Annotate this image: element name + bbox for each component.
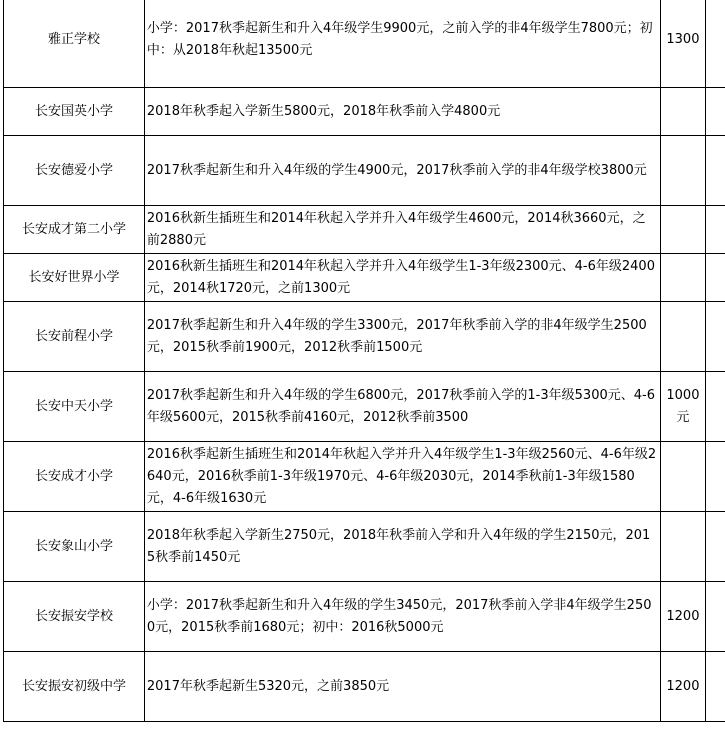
cut-off-cell [705, 512, 725, 582]
school-fee-table [3, 0, 725, 722]
extra-fee-cell [660, 88, 705, 136]
school-name-cell: 长安成才第二小学 [4, 206, 145, 254]
fee-description-cell: 2017秋季起新生和升入4年级的学生4900元，2017秋季前入学的非4年级学校3800元 [144, 136, 660, 206]
school-name-cell: 长安成才小学 [4, 442, 145, 512]
extra-fee-cell [660, 136, 705, 206]
fee-description-cell: 2017年秋季起新生5320元，之前3850元 [144, 652, 660, 722]
table-row [4, 372, 725, 442]
table-row [4, 0, 725, 88]
cut-off-cell [705, 652, 725, 722]
table-row [4, 302, 725, 372]
fee-description-cell: 2017秋季起新生和升入4年级的学生3300元，2017年秋季前入学的非4年级学生2500元，2015秋季前1900元，2012秋季前1500元 [144, 302, 660, 372]
fee-description-cell: 2018年秋季起入学新生2750元，2018年秋季前入学和升入4年级的学生2150元，2015秋季前1450元 [144, 512, 660, 582]
school-name-cell: 雅正学校 [4, 0, 145, 88]
fee-description-cell: 2017秋季起新生和升入4年级的学生6800元，2017秋季前入学的1-3年级5300元、4-6年级5600元，2015秋季前4160元，2012秋季前3500 [144, 372, 660, 442]
cut-off-cell [705, 442, 725, 512]
fee-description-cell: 2016秋季起新生插班生和2014年秋起入学并升入4年级学生1-3年级2560元、4-6年级2640元，2016秋季前1-3年级1970元、4-6年级2030元，2014季秋前1-3年级1580元，4-6年级1630元 [144, 442, 660, 512]
fee-description-cell: 小学：2017秋季起新生和升入4年级的学生3450元，2017秋季前入学非4年级学生2500元，2015秋季前1680元；初中：2016秋5000元 [144, 582, 660, 652]
cut-off-cell [705, 136, 725, 206]
extra-fee-cell [660, 512, 705, 582]
school-name-cell: 长安振安初级中学 [4, 652, 145, 722]
extra-fee-cell [660, 442, 705, 512]
school-name-cell: 长安象山小学 [4, 512, 145, 582]
school-name-cell: 长安前程小学 [4, 302, 145, 372]
extra-fee-cell [660, 254, 705, 302]
fee-description-cell: 2018年秋季起入学新生5800元，2018年秋季前入学4800元 [144, 88, 660, 136]
school-name-cell: 长安国英小学 [4, 88, 145, 136]
cut-off-cell [705, 302, 725, 372]
cut-off-cell [705, 254, 725, 302]
extra-fee-cell: 1200 [660, 582, 705, 652]
table-row [4, 254, 725, 302]
fee-description-cell: 2016秋新生插班生和2014年秋起入学并升入4年级学生4600元，2014秋3660元，之前2880元 [144, 206, 660, 254]
extra-fee-cell [660, 206, 705, 254]
table-row [4, 88, 725, 136]
table-row [4, 136, 725, 206]
extra-fee-cell: 1300 [660, 0, 705, 88]
cut-off-cell [705, 0, 725, 88]
extra-fee-cell: 1000元 [660, 372, 705, 442]
table-row [4, 582, 725, 652]
table-row [4, 206, 725, 254]
cut-off-cell [705, 206, 725, 254]
school-name-cell: 长安中天小学 [4, 372, 145, 442]
cut-off-cell [705, 88, 725, 136]
table-row [4, 652, 725, 722]
extra-fee-cell [660, 302, 705, 372]
fee-description-cell: 2016秋新生插班生和2014年秋起入学并升入4年级学生1-3年级2300元、4-6年级2400元，2014秋1720元，之前1300元 [144, 254, 660, 302]
extra-fee-cell: 1200 [660, 652, 705, 722]
table-row [4, 442, 725, 512]
school-name-cell: 长安德爱小学 [4, 136, 145, 206]
school-name-cell: 长安好世界小学 [4, 254, 145, 302]
cut-off-cell [705, 582, 725, 652]
fee-description-cell: 小学：2017秋季起新生和升入4年级学生9900元，之前入学的非4年级学生7800元；初中：从2018年秋起13500元 [144, 0, 660, 88]
cut-off-cell [705, 372, 725, 442]
table-row [4, 512, 725, 582]
school-name-cell: 长安振安学校 [4, 582, 145, 652]
